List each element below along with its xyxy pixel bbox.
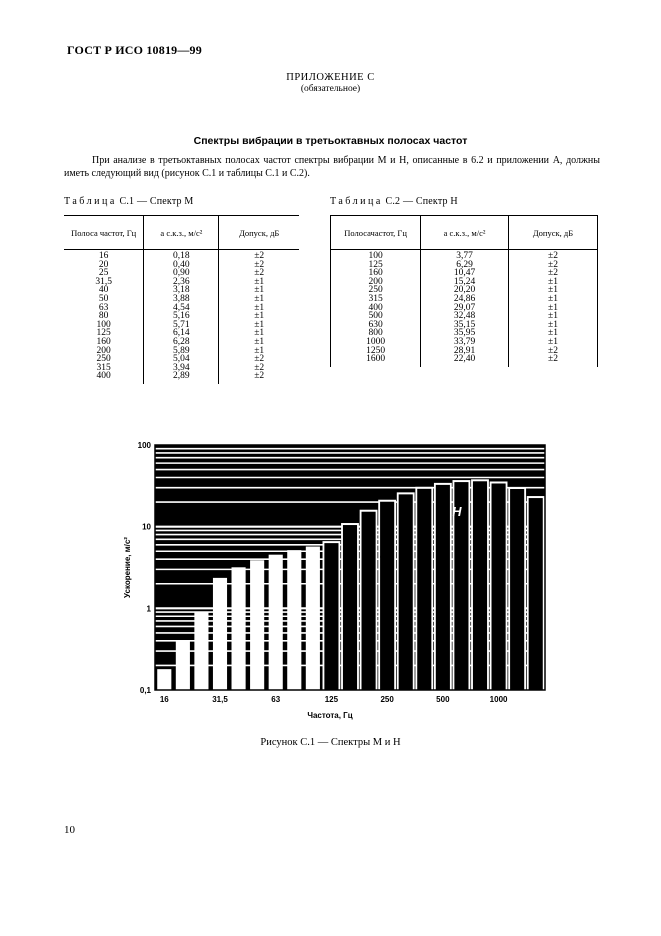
table2-cell: 24,86 xyxy=(421,295,509,304)
table1-cell: 250 xyxy=(64,355,144,364)
bar-m xyxy=(269,555,283,690)
table1-cell: 20 xyxy=(64,261,144,270)
table1-caption-prefix: Таблица xyxy=(64,196,117,207)
y-tick-label: 100 xyxy=(137,441,151,450)
bar-h xyxy=(380,502,394,690)
table1-cell: 6,28 xyxy=(144,338,219,347)
bar-h xyxy=(324,543,338,690)
bar-h xyxy=(343,525,357,690)
table1-cell: 400 xyxy=(64,372,144,384)
table2-cell: 1600 xyxy=(331,355,421,367)
table2-cell: ±2 xyxy=(548,259,558,270)
table2-header-tolerance: Допуск, дБ xyxy=(508,216,597,250)
bar-h xyxy=(492,483,506,690)
table1-cell: 3,88 xyxy=(144,295,219,304)
table2-cell: 315 xyxy=(331,295,421,304)
table1-cell: 2,89 xyxy=(144,372,219,384)
appendix-title: ПРИЛОЖЕНИЕ С xyxy=(286,72,375,83)
x-tick-label: 16 xyxy=(159,695,169,704)
table2-caption xyxy=(330,196,458,207)
table1-cell: 6,14 xyxy=(144,329,219,338)
table1-cell: ±1 xyxy=(254,293,265,304)
bar-m xyxy=(213,578,227,690)
bar-h xyxy=(399,494,413,690)
table2-cell: 500 xyxy=(331,312,421,321)
table1-cell: 80 xyxy=(64,312,144,321)
table2-cell: ±1 xyxy=(548,311,558,322)
series-label-m: M xyxy=(379,545,391,561)
table1-cell: ±2 xyxy=(254,362,265,373)
bar-h xyxy=(436,485,450,690)
table1-cell: ±1 xyxy=(254,328,265,339)
table2-cell: 160 xyxy=(331,269,421,278)
table2-cell: 28,91 xyxy=(421,347,509,356)
table1-cell: ±1 xyxy=(254,276,265,287)
table2-cell: ±1 xyxy=(548,319,558,330)
x-tick-label: 125 xyxy=(324,695,339,704)
table1-header-freq: Полоса частот, Гц xyxy=(64,216,144,250)
table1-cell: 40 xyxy=(64,286,144,295)
table2-cell: 22,40 xyxy=(421,355,509,367)
table1-cell: ±1 xyxy=(254,319,265,330)
table2-row xyxy=(331,355,598,367)
bar-m xyxy=(306,547,320,690)
table2-cell: ±1 xyxy=(548,293,558,304)
spectra-chart xyxy=(100,435,560,725)
chart-plot-area xyxy=(155,445,545,690)
table1-header-accel: a с.к.з., м/с² xyxy=(144,216,219,250)
table2-cell: 800 xyxy=(331,329,421,338)
bar-h xyxy=(529,498,543,690)
table1-cell: 5,04 xyxy=(144,355,219,364)
table1-cell: ±1 xyxy=(254,311,265,322)
table1-cell: 31,5 xyxy=(64,278,144,287)
table1-cell: 0,90 xyxy=(144,269,219,278)
y-tick-label: 0,1 xyxy=(139,686,151,695)
table1-caption xyxy=(64,196,194,207)
table1-cell: 315 xyxy=(64,364,144,373)
table2-cell: 250 xyxy=(331,286,421,295)
series-label-h: H xyxy=(452,504,462,520)
table1-cell: 0,40 xyxy=(144,261,219,270)
table1-cell: 5,16 xyxy=(144,312,219,321)
x-tick-label: 31,5 xyxy=(212,695,228,704)
table1-cell: 200 xyxy=(64,347,144,356)
table2-cell: 33,79 xyxy=(421,338,509,347)
y-axis-label: Ускорение, м/с² xyxy=(123,537,132,598)
appendix-subtitle: (обязательное) xyxy=(300,84,361,94)
table2-cell: ±2 xyxy=(548,251,558,261)
table1-cell: ±2 xyxy=(254,371,265,382)
table2-cell: 1000 xyxy=(331,338,421,347)
x-tick-label: 1000 xyxy=(489,695,508,704)
table2 xyxy=(330,215,598,367)
bar-m xyxy=(176,641,190,690)
bar-m xyxy=(194,612,208,690)
table1-cell: ±1 xyxy=(254,285,265,296)
table1-cell: 125 xyxy=(64,329,144,338)
table2-cell: 20,20 xyxy=(421,286,509,295)
table1-cell: ±1 xyxy=(254,302,265,313)
table2-header-freq: Полосачастот, Гц xyxy=(331,216,421,250)
table1-cell: 25 xyxy=(64,269,144,278)
table2-body xyxy=(331,250,598,367)
table2-row xyxy=(331,250,598,261)
table2-cell: 200 xyxy=(331,278,421,287)
table1-cell: ±2 xyxy=(254,268,265,279)
table2-cell: 35,15 xyxy=(421,321,509,330)
table2-cell: ±1 xyxy=(548,285,558,296)
table2-cell: 32,48 xyxy=(421,312,509,321)
table2-cell: 6,29 xyxy=(421,261,509,270)
x-tick-label: 63 xyxy=(271,695,281,704)
table1-cell: ±2 xyxy=(254,251,265,261)
bar-m xyxy=(250,560,264,690)
table2-cell: 15,24 xyxy=(421,278,509,287)
table1-cell: ±2 xyxy=(254,354,265,365)
x-tick-label: 500 xyxy=(436,695,450,704)
section-title: Спектры вибрации в третьоктавных полосах частот xyxy=(193,135,468,147)
table2-cell: 630 xyxy=(331,321,421,330)
table1-cell: ±2 xyxy=(254,259,265,270)
table1-row xyxy=(64,250,299,261)
bar-m xyxy=(287,550,301,690)
table1-cell: 5,71 xyxy=(144,321,219,330)
table2-cell: ±2 xyxy=(548,354,558,365)
table2-cell: 3,77 xyxy=(421,250,509,261)
intro-paragraph: При анализе в третьоктавных полосах частот спектры вибрации M и H, описанные в 6.2 и приложении А, должны иметь следующий вид (рисунок С.1 и таблицы С.1 и С.2). xyxy=(64,155,600,179)
table2-cell: 125 xyxy=(331,261,421,270)
table1-body xyxy=(64,250,299,384)
table2-caption-prefix: Таблица xyxy=(330,196,383,207)
table1-header-tolerance: Допуск, дБ xyxy=(219,216,299,250)
table2-cell: ±2 xyxy=(548,268,558,279)
table2-cell: ±1 xyxy=(548,328,558,339)
table2-cell: 29,07 xyxy=(421,304,509,313)
bar-m xyxy=(232,567,246,690)
x-axis-label: Частота, Гц xyxy=(307,711,353,720)
table1-cell: 160 xyxy=(64,338,144,347)
bar-m xyxy=(157,669,171,690)
table2-cell: 10,47 xyxy=(421,269,509,278)
table2-caption-rest: С.2 — Спектр H xyxy=(385,196,458,207)
bar-h xyxy=(473,481,487,690)
table1-cell: 16 xyxy=(64,250,144,261)
bar-h xyxy=(362,512,376,690)
table2-cell: ±2 xyxy=(548,345,558,356)
table2-cell: 400 xyxy=(331,304,421,313)
table1-cell: 5,89 xyxy=(144,347,219,356)
table1-cell: 4,54 xyxy=(144,304,219,313)
y-tick-label: 10 xyxy=(142,522,151,532)
page-number: 10 xyxy=(64,824,75,836)
table1-cell: 0,18 xyxy=(144,250,219,261)
x-tick-label: 250 xyxy=(380,695,394,704)
table1-caption-rest: С.1 — Спектр M xyxy=(119,196,194,207)
figure-caption: Рисунок С.1 — Спектры M и H xyxy=(260,737,401,748)
table1-cell: 3,18 xyxy=(144,286,219,295)
table2-header-accel: a с.к.з., м/с² xyxy=(421,216,509,250)
y-tick-label: 1 xyxy=(146,604,151,614)
table2-cell: ±1 xyxy=(548,336,558,347)
table1-row xyxy=(64,372,299,384)
document-header: ГОСТ Р ИСО 10819—99 xyxy=(67,43,202,57)
table2-cell: 35,95 xyxy=(421,329,509,338)
table2-cell: ±1 xyxy=(548,276,558,287)
bar-h xyxy=(510,489,524,690)
table1-cell: 100 xyxy=(64,321,144,330)
table1-cell: 2,36 xyxy=(144,278,219,287)
table2-cell: 1250 xyxy=(331,347,421,356)
table1-cell: 50 xyxy=(64,295,144,304)
table2-cell: ±1 xyxy=(548,302,558,313)
table1-cell: ±1 xyxy=(254,336,265,347)
table1 xyxy=(64,215,299,384)
table1-cell: 63 xyxy=(64,304,144,313)
table1-cell: 3,94 xyxy=(144,364,219,373)
table1-cell: ±1 xyxy=(254,345,265,356)
table2-cell: 100 xyxy=(331,250,421,261)
bar-h xyxy=(417,489,431,690)
